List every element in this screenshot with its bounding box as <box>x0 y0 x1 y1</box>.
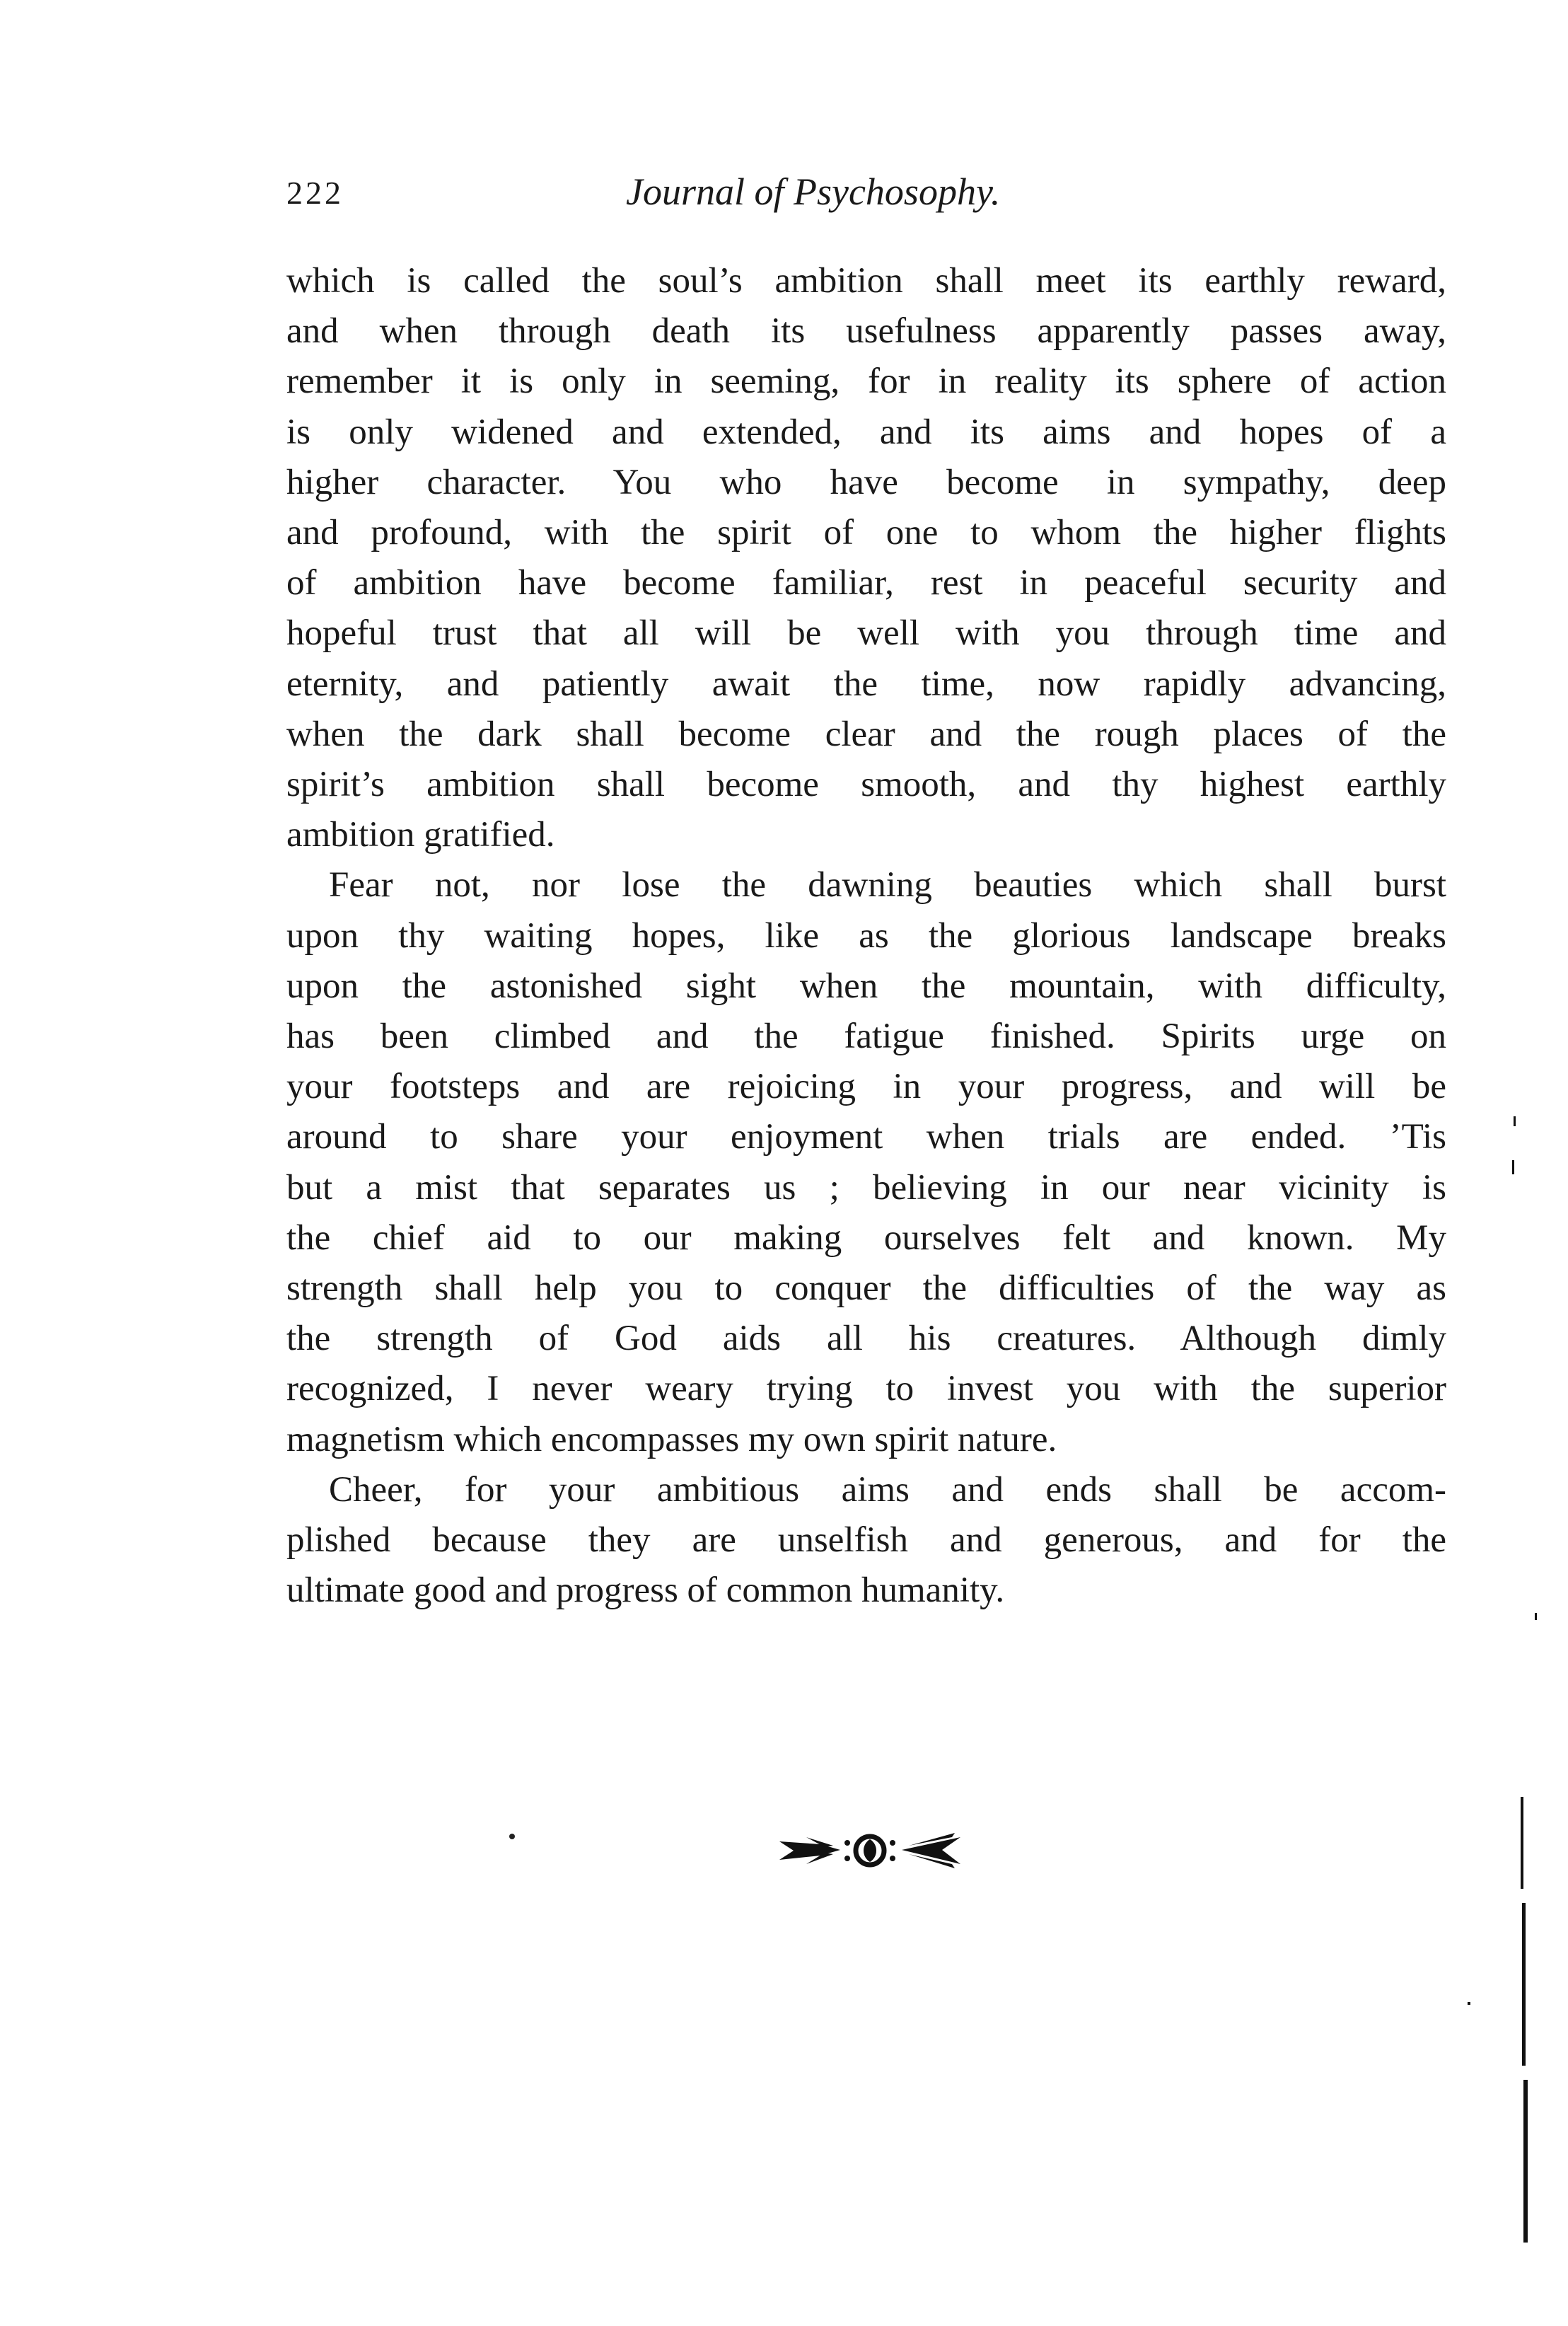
text-line: ambition gratified. <box>286 815 555 855</box>
scan-edge-speck <box>1535 1613 1537 1620</box>
text-line: strength shall help you to conquer the difficulties of the way as <box>286 1268 1446 1309</box>
paragraph-1 <box>286 256 1446 860</box>
text-line: remember it is only in seeming, for in reality its sphere of action <box>286 361 1446 402</box>
text-line: your footsteps and are rejoicing in your progress, and will be <box>286 1067 1446 1107</box>
text-line: Cheer, for your ambitious aims and ends shall be accom- <box>329 1469 1446 1510</box>
text-line: recognized, I never weary trying to invest you with the superior <box>286 1369 1446 1409</box>
text-line: upon the astonished sight when the mountain, with difficulty, <box>286 966 1446 1006</box>
scan-edge-speck <box>1468 2002 1470 2005</box>
text-line: has been climbed and the fatigue finished. Spirits urge on <box>286 1017 1446 1057</box>
text-line: spirit’s ambition shall become smooth, and thy highest earthly <box>286 765 1446 805</box>
paragraph-2 <box>286 860 1446 1464</box>
scan-edge-line <box>1521 1797 1523 1889</box>
body-text <box>286 256 1446 1616</box>
text-line: upon thy waiting hopes, like as the glorious landscape breaks <box>286 915 1446 956</box>
page-number: 222 <box>286 175 344 211</box>
text-line: is only widened and extended, and its aims and hopes of a <box>286 412 1446 452</box>
text-line: eternity, and patiently await the time, now rapidly advancing, <box>286 664 1446 704</box>
text-line: Fear not, nor lose the dawning beauties which shall burst <box>329 865 1446 905</box>
text-line: and profound, with the spirit of one to whom the higher flights <box>286 513 1446 553</box>
text-line: plished because they are unselfish and generous, and for the <box>286 1520 1446 1561</box>
text-line: the chief aid to our making ourselves felt and known. My <box>286 1217 1446 1258</box>
scan-edge-line <box>1523 2080 1528 2243</box>
paragraph-3 <box>286 1465 1446 1616</box>
text-line: of ambition have become familiar, rest in peaceful security and <box>286 563 1446 603</box>
scan-edge-line <box>1522 1903 1526 2066</box>
running-title: Journal of Psychosophy. <box>626 170 1001 213</box>
text-line: when the dark shall become clear and the rough places of the <box>286 714 1446 754</box>
scan-edge-speck <box>1512 1160 1514 1174</box>
scan-edge-speck <box>1514 1116 1516 1126</box>
text-line: the strength of God aids all his creatures. Although dimly <box>286 1319 1446 1359</box>
text-line: around to share your enjoyment when trials are ended. ’Tis <box>286 1117 1446 1157</box>
text-line: higher character. You who have become in sympathy, deep <box>286 462 1446 502</box>
page-header <box>286 170 1446 233</box>
text-line: ultimate good and progress of common humanity. <box>286 1570 1005 1611</box>
text-line: hopeful trust that all will be well with you through time and <box>286 613 1446 654</box>
text-line: magnetism which encompasses my own spirit nature. <box>286 1419 1057 1459</box>
fleuron-ornament-icon <box>778 1829 962 1871</box>
text-line: which is called the soul’s ambition shall meet its earthly reward, <box>286 261 1446 301</box>
ink-speck <box>509 1834 515 1839</box>
text-line: and when through death its usefulness apparently passes away, <box>286 311 1446 352</box>
text-line: but a mist that separates us ; believing in our near vicinity is <box>286 1167 1446 1208</box>
